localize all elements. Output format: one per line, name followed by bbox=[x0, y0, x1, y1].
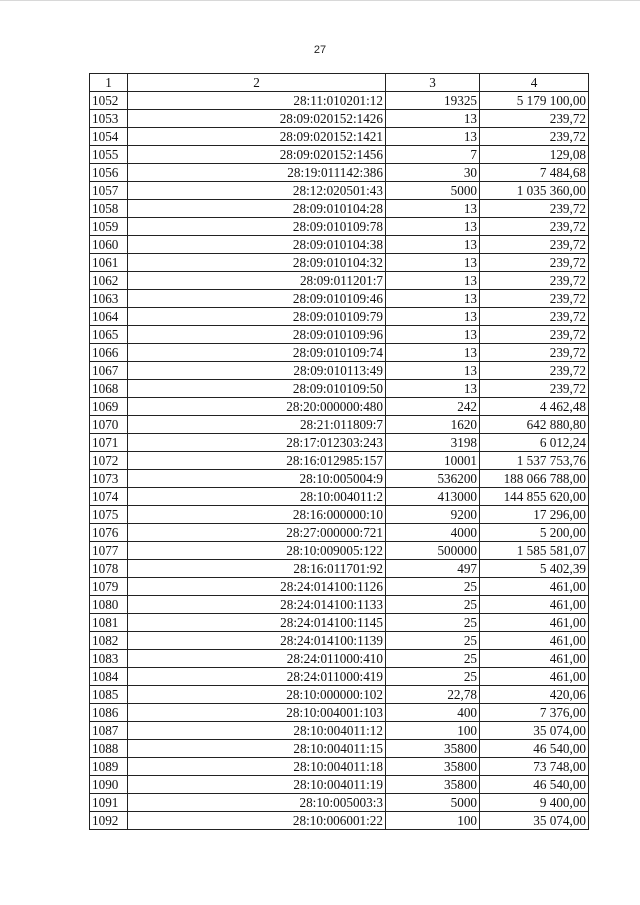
row-number: 1075 bbox=[90, 506, 128, 524]
row-number: 1062 bbox=[90, 272, 128, 290]
amount-value: 239,72 bbox=[480, 272, 589, 290]
cadastral-number: 28:10:004011:18 bbox=[128, 758, 386, 776]
amount-value: 239,72 bbox=[480, 326, 589, 344]
amount-value: 461,00 bbox=[480, 614, 589, 632]
area-value: 5000 bbox=[386, 182, 480, 200]
row-number: 1086 bbox=[90, 704, 128, 722]
area-value: 13 bbox=[386, 290, 480, 308]
cadastral-number: 28:09:010109:46 bbox=[128, 290, 386, 308]
area-value: 30 bbox=[386, 164, 480, 182]
amount-value: 7 376,00 bbox=[480, 704, 589, 722]
area-value: 497 bbox=[386, 560, 480, 578]
amount-value: 188 066 788,00 bbox=[480, 470, 589, 488]
cadastral-number: 28:09:011201:7 bbox=[128, 272, 386, 290]
amount-value: 73 748,00 bbox=[480, 758, 589, 776]
area-value: 536200 bbox=[386, 470, 480, 488]
area-value: 35800 bbox=[386, 758, 480, 776]
amount-value: 239,72 bbox=[480, 236, 589, 254]
row-number: 1070 bbox=[90, 416, 128, 434]
cadastral-number: 28:10:004011:15 bbox=[128, 740, 386, 758]
amount-value: 239,72 bbox=[480, 200, 589, 218]
table-row bbox=[90, 380, 589, 398]
cadastral-number: 28:09:010109:74 bbox=[128, 344, 386, 362]
cadastral-number: 28:09:020152:1421 bbox=[128, 128, 386, 146]
table-row bbox=[90, 524, 589, 542]
page-number: 27 bbox=[313, 44, 327, 56]
cadastral-number: 28:16:000000:10 bbox=[128, 506, 386, 524]
cadastral-number: 28:10:006001:22 bbox=[128, 812, 386, 830]
table-row bbox=[90, 398, 589, 416]
area-value: 400 bbox=[386, 704, 480, 722]
area-value: 25 bbox=[386, 632, 480, 650]
table-row bbox=[90, 308, 589, 326]
header-col-3: 3 bbox=[386, 74, 480, 92]
row-number: 1054 bbox=[90, 128, 128, 146]
page-top-edge bbox=[0, 0, 640, 1]
table-row bbox=[90, 812, 589, 830]
table-row bbox=[90, 182, 589, 200]
cadastral-number: 28:09:010104:28 bbox=[128, 200, 386, 218]
area-value: 25 bbox=[386, 650, 480, 668]
row-number: 1084 bbox=[90, 668, 128, 686]
amount-value: 239,72 bbox=[480, 128, 589, 146]
cadastral-number: 28:17:012303:243 bbox=[128, 434, 386, 452]
cadastral-number: 28:12:020501:43 bbox=[128, 182, 386, 200]
table-row bbox=[90, 218, 589, 236]
table-row bbox=[90, 146, 589, 164]
row-number: 1081 bbox=[90, 614, 128, 632]
table-row bbox=[90, 740, 589, 758]
table-row bbox=[90, 344, 589, 362]
cadastral-number: 28:24:011000:419 bbox=[128, 668, 386, 686]
amount-value: 46 540,00 bbox=[480, 740, 589, 758]
area-value: 13 bbox=[386, 326, 480, 344]
area-value: 13 bbox=[386, 362, 480, 380]
cadastral-number: 28:24:014100:1145 bbox=[128, 614, 386, 632]
header-col-4: 4 bbox=[480, 74, 589, 92]
area-value: 35800 bbox=[386, 740, 480, 758]
amount-value: 239,72 bbox=[480, 380, 589, 398]
amount-value: 239,72 bbox=[480, 254, 589, 272]
row-number: 1087 bbox=[90, 722, 128, 740]
row-number: 1092 bbox=[90, 812, 128, 830]
row-number: 1090 bbox=[90, 776, 128, 794]
area-value: 13 bbox=[386, 200, 480, 218]
row-number: 1056 bbox=[90, 164, 128, 182]
row-number: 1073 bbox=[90, 470, 128, 488]
area-value: 25 bbox=[386, 596, 480, 614]
cadastral-number: 28:09:010109:50 bbox=[128, 380, 386, 398]
amount-value: 1 537 753,76 bbox=[480, 452, 589, 470]
area-value: 25 bbox=[386, 668, 480, 686]
registry-table bbox=[89, 73, 589, 830]
table-row bbox=[90, 470, 589, 488]
cadastral-number: 28:20:000000:480 bbox=[128, 398, 386, 416]
table-row bbox=[90, 542, 589, 560]
table-row bbox=[90, 362, 589, 380]
amount-value: 129,08 bbox=[480, 146, 589, 164]
row-number: 1077 bbox=[90, 542, 128, 560]
area-value: 25 bbox=[386, 614, 480, 632]
row-number: 1072 bbox=[90, 452, 128, 470]
row-number: 1064 bbox=[90, 308, 128, 326]
row-number: 1079 bbox=[90, 578, 128, 596]
amount-value: 461,00 bbox=[480, 668, 589, 686]
area-value: 13 bbox=[386, 128, 480, 146]
amount-value: 35 074,00 bbox=[480, 722, 589, 740]
table-row bbox=[90, 128, 589, 146]
cadastral-number: 28:10:004011:19 bbox=[128, 776, 386, 794]
cadastral-number: 28:16:012985:157 bbox=[128, 452, 386, 470]
amount-value: 461,00 bbox=[480, 632, 589, 650]
amount-value: 461,00 bbox=[480, 650, 589, 668]
row-number: 1085 bbox=[90, 686, 128, 704]
row-number: 1069 bbox=[90, 398, 128, 416]
table-row bbox=[90, 290, 589, 308]
table-row bbox=[90, 794, 589, 812]
area-value: 35800 bbox=[386, 776, 480, 794]
table-row bbox=[90, 650, 589, 668]
table-row bbox=[90, 200, 589, 218]
amount-value: 4 462,48 bbox=[480, 398, 589, 416]
area-value: 19325 bbox=[386, 92, 480, 110]
row-number: 1060 bbox=[90, 236, 128, 254]
row-number: 1074 bbox=[90, 488, 128, 506]
cadastral-number: 28:21:011809:7 bbox=[128, 416, 386, 434]
area-value: 100 bbox=[386, 812, 480, 830]
cadastral-number: 28:10:009005:122 bbox=[128, 542, 386, 560]
cadastral-number: 28:10:004011:2 bbox=[128, 488, 386, 506]
row-number: 1061 bbox=[90, 254, 128, 272]
area-value: 7 bbox=[386, 146, 480, 164]
cadastral-number: 28:09:010109:78 bbox=[128, 218, 386, 236]
row-number: 1055 bbox=[90, 146, 128, 164]
row-number: 1083 bbox=[90, 650, 128, 668]
area-value: 13 bbox=[386, 218, 480, 236]
row-number: 1066 bbox=[90, 344, 128, 362]
cadastral-number: 28:09:010104:38 bbox=[128, 236, 386, 254]
cadastral-number: 28:27:000000:721 bbox=[128, 524, 386, 542]
table-body bbox=[90, 92, 589, 830]
cadastral-number: 28:09:010113:49 bbox=[128, 362, 386, 380]
amount-value: 239,72 bbox=[480, 308, 589, 326]
area-value: 4000 bbox=[386, 524, 480, 542]
cadastral-number: 28:24:014100:1133 bbox=[128, 596, 386, 614]
row-number: 1088 bbox=[90, 740, 128, 758]
area-value: 242 bbox=[386, 398, 480, 416]
row-number: 1053 bbox=[90, 110, 128, 128]
area-value: 5000 bbox=[386, 794, 480, 812]
area-value: 10001 bbox=[386, 452, 480, 470]
amount-value: 5 179 100,00 bbox=[480, 92, 589, 110]
amount-value: 46 540,00 bbox=[480, 776, 589, 794]
table-row bbox=[90, 326, 589, 344]
cadastral-number: 28:09:010109:79 bbox=[128, 308, 386, 326]
row-number: 1057 bbox=[90, 182, 128, 200]
cadastral-number: 28:11:010201:12 bbox=[128, 92, 386, 110]
row-number: 1080 bbox=[90, 596, 128, 614]
area-value: 13 bbox=[386, 380, 480, 398]
cadastral-number: 28:16:011701:92 bbox=[128, 560, 386, 578]
amount-value: 461,00 bbox=[480, 596, 589, 614]
table-row bbox=[90, 254, 589, 272]
amount-value: 239,72 bbox=[480, 218, 589, 236]
row-number: 1065 bbox=[90, 326, 128, 344]
table-row bbox=[90, 506, 589, 524]
cadastral-number: 28:09:010104:32 bbox=[128, 254, 386, 272]
cadastral-number: 28:24:014100:1139 bbox=[128, 632, 386, 650]
table-row bbox=[90, 776, 589, 794]
amount-value: 420,06 bbox=[480, 686, 589, 704]
cadastral-number: 28:09:020152:1426 bbox=[128, 110, 386, 128]
table-row bbox=[90, 578, 589, 596]
area-value: 22,78 bbox=[386, 686, 480, 704]
cadastral-number: 28:10:004011:12 bbox=[128, 722, 386, 740]
amount-value: 9 400,00 bbox=[480, 794, 589, 812]
cadastral-number: 28:24:014100:1126 bbox=[128, 578, 386, 596]
row-number: 1078 bbox=[90, 560, 128, 578]
amount-value: 17 296,00 bbox=[480, 506, 589, 524]
row-number: 1082 bbox=[90, 632, 128, 650]
cadastral-number: 28:24:011000:410 bbox=[128, 650, 386, 668]
area-value: 13 bbox=[386, 308, 480, 326]
area-value: 13 bbox=[386, 272, 480, 290]
amount-value: 239,72 bbox=[480, 290, 589, 308]
table-row bbox=[90, 614, 589, 632]
row-number: 1091 bbox=[90, 794, 128, 812]
table-row bbox=[90, 704, 589, 722]
table-row bbox=[90, 668, 589, 686]
table-row bbox=[90, 596, 589, 614]
row-number: 1068 bbox=[90, 380, 128, 398]
amount-value: 1 585 581,07 bbox=[480, 542, 589, 560]
amount-value: 1 035 360,00 bbox=[480, 182, 589, 200]
table-row bbox=[90, 110, 589, 128]
row-number: 1052 bbox=[90, 92, 128, 110]
amount-value: 35 074,00 bbox=[480, 812, 589, 830]
amount-value: 239,72 bbox=[480, 344, 589, 362]
amount-value: 239,72 bbox=[480, 362, 589, 380]
table-row bbox=[90, 488, 589, 506]
table-row bbox=[90, 452, 589, 470]
table-row bbox=[90, 236, 589, 254]
amount-value: 239,72 bbox=[480, 110, 589, 128]
row-number: 1076 bbox=[90, 524, 128, 542]
amount-value: 461,00 bbox=[480, 578, 589, 596]
row-number: 1058 bbox=[90, 200, 128, 218]
table-row bbox=[90, 92, 589, 110]
amount-value: 5 200,00 bbox=[480, 524, 589, 542]
row-number: 1071 bbox=[90, 434, 128, 452]
header-col-1: 1 bbox=[90, 74, 128, 92]
area-value: 100 bbox=[386, 722, 480, 740]
amount-value: 6 012,24 bbox=[480, 434, 589, 452]
table-row bbox=[90, 416, 589, 434]
table-row bbox=[90, 686, 589, 704]
cadastral-number: 28:10:005004:9 bbox=[128, 470, 386, 488]
row-number: 1089 bbox=[90, 758, 128, 776]
cadastral-number: 28:09:010109:96 bbox=[128, 326, 386, 344]
cadastral-number: 28:19:011142:386 bbox=[128, 164, 386, 182]
area-value: 13 bbox=[386, 344, 480, 362]
area-value: 13 bbox=[386, 236, 480, 254]
area-value: 13 bbox=[386, 254, 480, 272]
cadastral-number: 28:10:000000:102 bbox=[128, 686, 386, 704]
area-value: 25 bbox=[386, 578, 480, 596]
area-value: 1620 bbox=[386, 416, 480, 434]
area-value: 3198 bbox=[386, 434, 480, 452]
table-row bbox=[90, 758, 589, 776]
table-row bbox=[90, 560, 589, 578]
header-col-2: 2 bbox=[128, 74, 386, 92]
amount-value: 642 880,80 bbox=[480, 416, 589, 434]
area-value: 500000 bbox=[386, 542, 480, 560]
row-number: 1059 bbox=[90, 218, 128, 236]
table-row bbox=[90, 434, 589, 452]
table-row bbox=[90, 272, 589, 290]
amount-value: 5 402,39 bbox=[480, 560, 589, 578]
cadastral-number: 28:10:005003:3 bbox=[128, 794, 386, 812]
table-row bbox=[90, 722, 589, 740]
table-row bbox=[90, 164, 589, 182]
row-number: 1063 bbox=[90, 290, 128, 308]
area-value: 9200 bbox=[386, 506, 480, 524]
table-row bbox=[90, 632, 589, 650]
amount-value: 7 484,68 bbox=[480, 164, 589, 182]
row-number: 1067 bbox=[90, 362, 128, 380]
amount-value: 144 855 620,00 bbox=[480, 488, 589, 506]
cadastral-number: 28:10:004001:103 bbox=[128, 704, 386, 722]
cadastral-number: 28:09:020152:1456 bbox=[128, 146, 386, 164]
area-value: 413000 bbox=[386, 488, 480, 506]
header-row bbox=[90, 74, 589, 92]
area-value: 13 bbox=[386, 110, 480, 128]
